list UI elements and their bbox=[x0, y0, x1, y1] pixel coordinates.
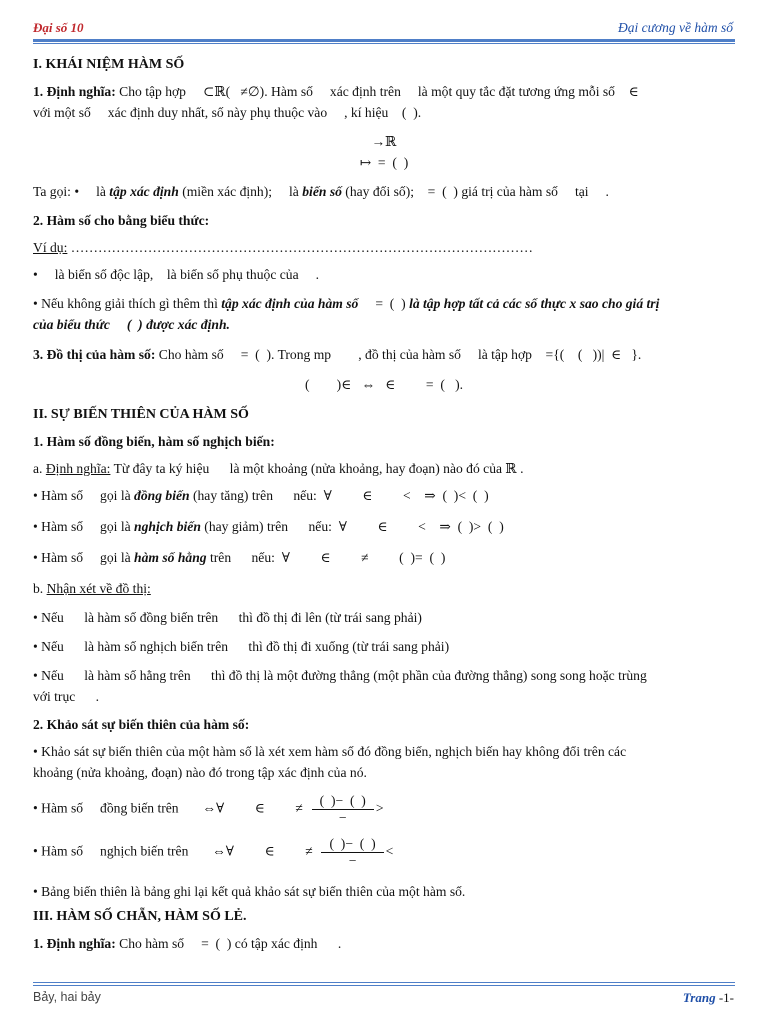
graph-remarks-heading bbox=[33, 578, 735, 599]
page-header bbox=[33, 16, 735, 38]
item-b-title: Nhận xét về đồ thị: bbox=[46, 581, 151, 596]
constant-formula: trên nếu: ∀ ∈ ≠ ( )= ( ) bbox=[206, 550, 446, 565]
definition-text-line2: với một số xác định duy nhất, số này phụ thuộc vào , kí hiệu ( ). bbox=[33, 105, 422, 120]
header-rule-thin bbox=[33, 43, 735, 44]
term-domain: tập xác định bbox=[109, 184, 179, 199]
bullet-domain-term: tập xác định của hàm số bbox=[221, 296, 359, 311]
bullet-domain bbox=[33, 293, 735, 314]
variation-table-note: • Bảng biến thiên là bảng ghi lại kết quả khảo sát sự biến thiên của một hàm số. bbox=[33, 884, 466, 899]
decreasing-term: nghịch biến bbox=[134, 519, 201, 534]
constant-text: • Hàm số gọi là bbox=[33, 550, 135, 565]
bullet-domain-text: • Nếu không giải thích gì thêm thì bbox=[33, 296, 222, 311]
item-a-label: a. bbox=[33, 461, 46, 476]
graph-heading: 3. Đồ thị của hàm số: bbox=[33, 347, 156, 362]
remark-decreasing: • Nếu là hàm số nghịch biến trên thì đồ thị đi xuống (từ trái sang phải) bbox=[33, 639, 450, 654]
subheading-monotonic: 1. Hàm số đồng biến, hàm số nghịch biến: bbox=[33, 434, 275, 449]
terminology-text-2: (miền xác định); là bbox=[178, 184, 303, 199]
increasing-formula: (hay tăng) trên nếu: ∀ ∈ < ⇒ ( )< ( ) bbox=[189, 488, 489, 503]
bullet-domain-def: là tập hợp tất cả các số thực x sao cho giá trị bbox=[409, 296, 660, 311]
survey-text-line2: khoảng (nửa khoảng, đoạn) nào đó trong tập xác định của nó. bbox=[33, 765, 367, 780]
header-rule bbox=[33, 39, 735, 42]
section-title-2: II. SỰ BIẾN THIÊN CỦA HÀM SỐ bbox=[33, 407, 249, 422]
decreasing-criterion bbox=[33, 836, 735, 869]
page-value: -1- bbox=[715, 990, 734, 1005]
decreasing-criterion-text: • Hàm số nghịch biến trên ⇔∀ ∈ ≠ bbox=[33, 843, 320, 859]
page-label: Trang bbox=[682, 990, 716, 1005]
mapping-line-1: →ℝ bbox=[371, 134, 397, 149]
graph-definition bbox=[33, 344, 735, 365]
fraction-sign: > bbox=[375, 800, 384, 816]
definition-text: Cho tập hợp ⊂ℝ( ≠∅). Hàm số xác định trên là một quy tắc đặt tương ứng mỗi số ∈ bbox=[115, 84, 639, 99]
item-a-title: Định nghĩa: bbox=[45, 461, 111, 476]
constant-rule bbox=[33, 547, 735, 568]
increasing-rule bbox=[33, 485, 735, 506]
fraction-denominator: − bbox=[348, 853, 357, 868]
graph-text: Cho hàm số = ( ). Trong mp , đồ thị của hàm số là tập hợp ={( ( ))| ∈ }. bbox=[155, 347, 642, 362]
subheading-expression: 2. Hàm số cho bằng biểu thức: bbox=[33, 213, 210, 228]
example-line bbox=[33, 237, 735, 258]
subheading-survey: 2. Khảo sát sự biến thiên của hàm số: bbox=[33, 717, 250, 732]
decreasing-rule bbox=[33, 516, 735, 537]
bullet-variables: • là biến số độc lập, là biến số phụ thuộc của . bbox=[33, 267, 320, 282]
remark-constant: • Nếu là hàm số hằng trên thì đồ thị là một đường thẳng (một phần của đường thẳng) song song hoặc trùng bbox=[33, 668, 647, 683]
terminology-text: Ta gọi: • là bbox=[33, 184, 110, 199]
example-label: Ví dụ: bbox=[33, 240, 68, 255]
increasing-term: đồng biến bbox=[134, 488, 190, 503]
monotonic-definition bbox=[33, 458, 735, 479]
increasing-criterion-text: • Hàm số đồng biến trên ⇔∀ ∈ ≠ bbox=[33, 800, 310, 816]
terminology-line bbox=[33, 181, 735, 202]
item-b-label: b. bbox=[33, 581, 47, 596]
parity-heading: 1. Định nghĩa: bbox=[33, 936, 116, 951]
definition-paragraph bbox=[33, 81, 735, 102]
graph-condition: ( )∈ ⇔ ∈ = ( ). bbox=[304, 377, 464, 392]
footer-rule-thin bbox=[33, 985, 735, 986]
fraction-sign: < bbox=[385, 843, 394, 859]
mapping-line-2: ↦ = ( ) bbox=[359, 155, 409, 170]
example-dots: ………………………………………………………………………………………… bbox=[67, 240, 533, 255]
increasing-fraction bbox=[312, 793, 374, 826]
item-a-text: Từ đây ta ký hiệu là một khoảng (nửa khoảng, hay đoạn) nào đó của ℝ . bbox=[110, 461, 524, 476]
decreasing-formula: (hay giảm) trên nếu: ∀ ∈ < ⇒ ( )> ( ) bbox=[200, 519, 504, 534]
fraction-numerator: ( )− ( ) bbox=[321, 836, 383, 853]
footer-rule bbox=[33, 982, 735, 983]
bullet-domain-def-line2: của biểu thức ( ) được xác định. bbox=[33, 317, 230, 332]
survey-text: • Khảo sát sự biến thiên của một hàm số là xét xem hàm số đó đồng biến, nghịch biến hay không đổi trên các bbox=[33, 744, 627, 759]
bullet-domain-formula: = ( ) bbox=[358, 296, 410, 311]
remark-increasing: • Nếu là hàm số đồng biến trên thì đồ thị đi lên (từ trái sang phải) bbox=[33, 610, 422, 625]
parity-text: Cho hàm số = ( ) có tập xác định . bbox=[115, 936, 342, 951]
fraction-numerator: ( )− ( ) bbox=[312, 793, 374, 810]
decreasing-text: • Hàm số gọi là bbox=[33, 519, 135, 534]
constant-term: hàm số hằng bbox=[134, 550, 207, 565]
document-body bbox=[33, 52, 735, 954]
terminology-text-3: (hay đối số); = ( ) giá trị của hàm số tại . bbox=[341, 184, 609, 199]
fraction-denominator: − bbox=[338, 810, 347, 825]
increasing-text: • Hàm số gọi là bbox=[33, 488, 135, 503]
increasing-criterion bbox=[33, 793, 735, 826]
term-variable: biến số bbox=[302, 184, 342, 199]
header-topic: Đại cương về hàm số bbox=[617, 20, 733, 35]
header-subject: Đại số 10 bbox=[33, 20, 84, 35]
remark-constant-line2: với trục . bbox=[33, 689, 100, 704]
section-title-1: I. KHÁI NIỆM HÀM SỐ bbox=[33, 57, 185, 72]
decreasing-fraction bbox=[321, 836, 383, 869]
page-number bbox=[683, 990, 734, 1006]
definition-heading: 1. Định nghĩa: bbox=[33, 84, 116, 99]
section-title-3: III. HÀM SỐ CHẴN, HÀM SỐ LẺ. bbox=[33, 909, 247, 924]
parity-definition bbox=[33, 933, 735, 954]
footer-note: Bảy, hai bảy bbox=[33, 990, 101, 1004]
